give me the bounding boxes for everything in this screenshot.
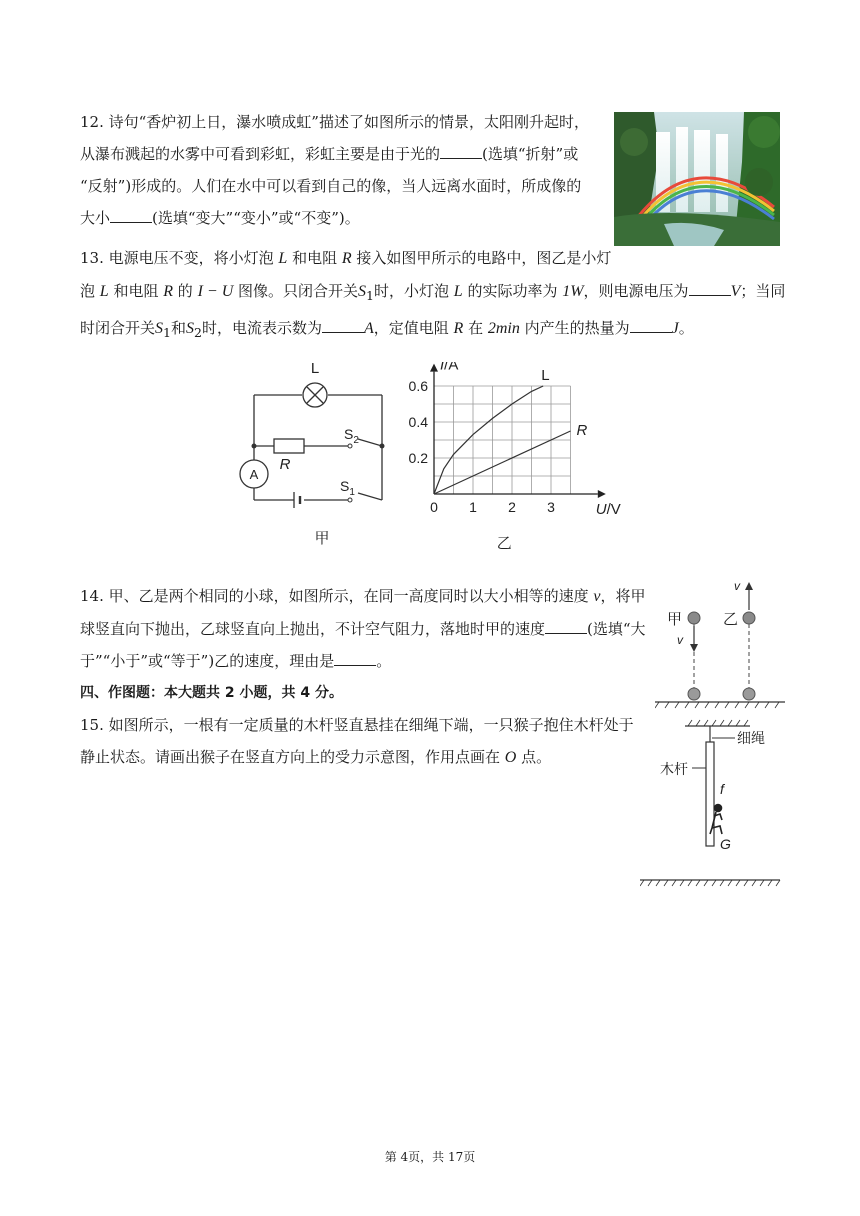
resistor-label: R [279,456,291,473]
ball-jia-label: 甲 [667,611,683,628]
x-tick-label: 1 [469,499,477,515]
waterfall-rainbow-image [614,112,780,246]
q14-line: 于”“小于”或“等于”)乙的速度，理由是 。 [80,652,392,670]
x-tick-label: 0 [430,499,438,515]
ammeter-label: A [249,467,259,482]
q12-line: “反射”)形成的。人们在水中可以看到自己的像，当人远离水面时，所成像的 [80,177,582,195]
answer-blank [322,318,364,333]
q13-line: 泡 L 和电阻 R 的 I − U 图像。只闭合开关$S_1$时，小灯泡 L 的实际功率为 1W，则电源电压为 V；当同 [80,282,786,303]
circuit-diagram [230,355,400,555]
velocity-label-up: v [734,579,740,593]
x-axis-label: U/V [595,501,621,518]
series-label-R: R [576,422,588,439]
q14-line: 14. 甲、乙是两个相同的小球，如图所示，在同一高度同时以大小相等的速度 v，将甲 [80,587,646,605]
y-axis-arrow [430,364,438,372]
iu-chart [400,362,630,558]
x-tick-label: 2 [508,499,516,515]
answer-blank [545,619,587,634]
balls-figure [655,578,785,713]
answer-blank [110,208,152,223]
question-13 [80,242,785,349]
wooden-rod [706,742,714,846]
y-tick-label: 0.4 [408,414,428,430]
section-4-heading: 四、作图题：本大题共 2 小题，共 4 分。 [80,685,343,701]
question-14 [80,580,646,774]
circuit-caption: 甲 [314,530,330,547]
y-axis-label: I/A [440,362,459,374]
answer-blank [630,318,672,333]
y-tick-label: 0.2 [408,450,428,466]
ball-yi [743,612,755,624]
iu-chart-svg [400,362,630,558]
q14-line: 球竖直向下抛出，乙球竖直向上抛出，不计空气阻力，落地时甲的速度 (选填“大 [80,620,646,638]
question-12 [80,106,589,234]
force-f-label: f [720,781,724,797]
ball-yi-label: 乙 [723,611,739,628]
series-line-R [434,431,571,494]
rod-monkey-figure [640,716,785,888]
q15-line: 15. 如图所示，一根有一定质量的木杆竖直悬挂在细绳下端，一只猴子抱住木杆处于 [80,716,634,734]
q13-line: 时闭合开关$S_1$和$S_2$时，电流表示数为 A，定值电阻 R 在 2min 内产生的热量为 J。 [80,319,694,340]
answer-blank [334,651,376,666]
q12-line: 从瀑布溅起的水雾中可看到彩虹，彩虹主要是由于光的 (选填“折射”或 [80,145,579,163]
rod-label: 木杆 [660,761,688,777]
force-g-label: G [720,836,731,852]
x-tick-label: 3 [547,499,555,515]
answer-blank [440,144,482,159]
lamp-label: L [310,360,320,377]
x-axis-arrow [598,490,606,498]
switch-s1-label: $S_1$ [340,478,355,498]
velocity-label-down: v [677,633,683,647]
q12-line: 大小 (选填“变大”“变小”或“不变”)。 [80,209,360,227]
switch-s2-label: $S_2$ [344,426,359,446]
series-label-L: L [541,367,550,384]
rope-label: 细绳 [737,730,765,746]
chart-caption: 乙 [496,535,512,552]
q15-line: 静止状态。请画出猴子在竖直方向上的受力示意图，作用点画在 O 点。 [80,748,552,766]
y-tick-label: 0.6 [408,378,428,394]
page-footer: 第 4页，共 17页 [384,1150,476,1164]
q13-line: 13. 电源电压不变，将小灯泡 L 和电阻 R 接入如图甲所示的电路中，图乙是小灯 [80,249,612,267]
answer-blank [689,281,731,296]
resistor-symbol [274,439,304,453]
ball-jia [688,612,700,624]
q12-line: 12. 诗句“香炉初上日，瀑水喷成虹”描述了如图所示的情景，太阳刚升起时， [80,113,589,131]
